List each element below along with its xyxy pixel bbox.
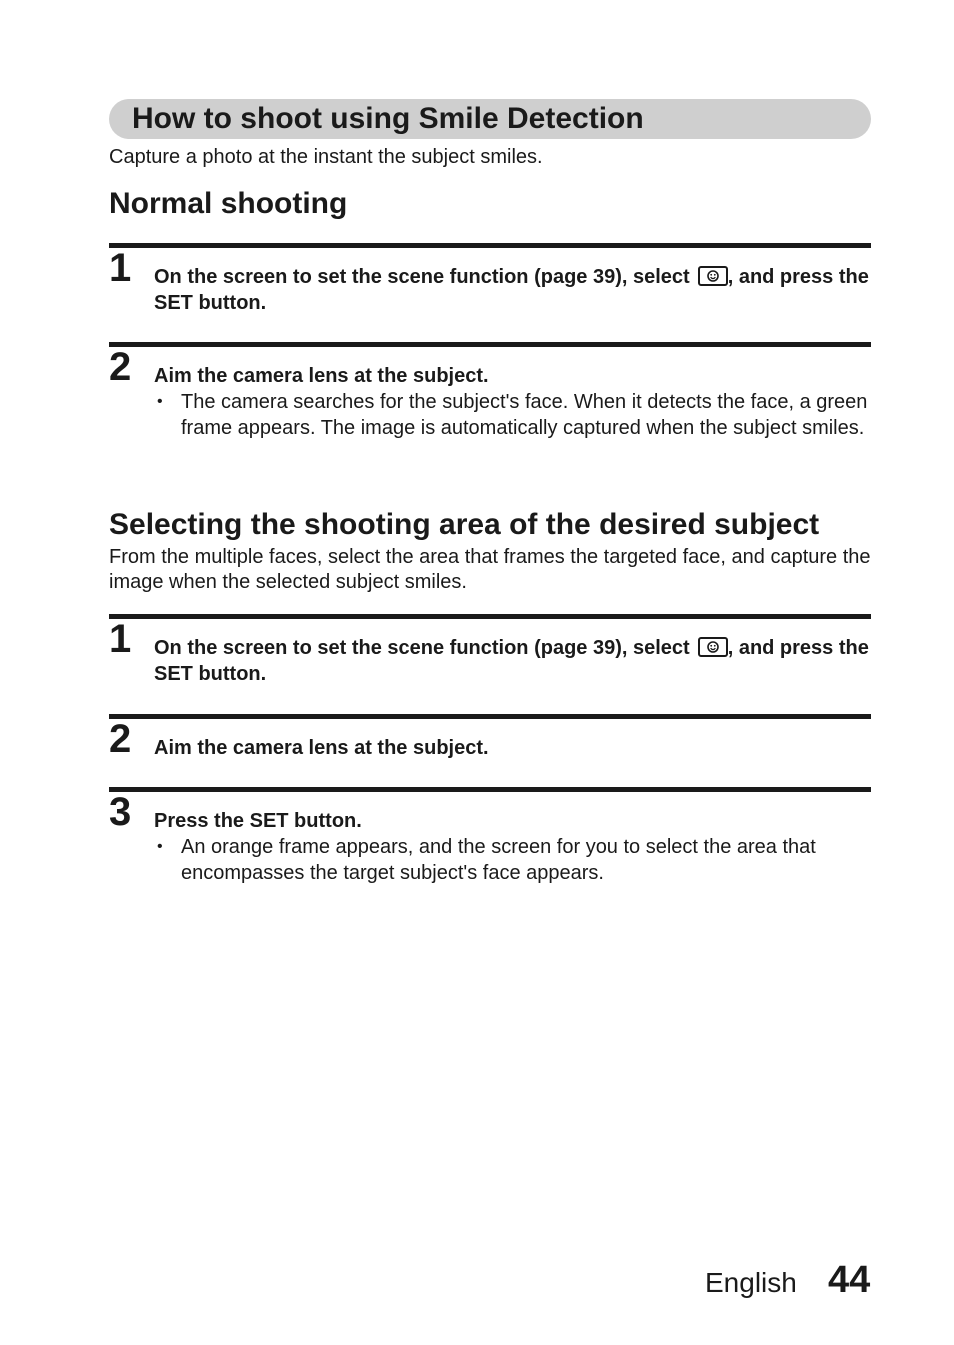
bullet-dot-icon: • [157, 393, 163, 410]
step-body [154, 735, 871, 761]
step-number: 2 [109, 717, 132, 761]
step-text-before-icon: On the screen to set the scene function (page 39), select [154, 637, 690, 659]
bullet-dot-icon: • [157, 838, 163, 855]
step-number: 1 [109, 617, 132, 661]
step-select-2 [109, 714, 871, 783]
step-text-after-icon: , and press the SET button. [154, 637, 869, 685]
section-heading-selecting-area: Selecting the shooting area of the desired subject [109, 508, 820, 541]
step-normal-2 [109, 342, 871, 477]
step-select-1 [109, 614, 871, 709]
bullet-text: The camera searches for the subject's face. When it detects the face, a green frame appears. The image is automatically captured when the subject smiles. [181, 391, 868, 439]
step-body [154, 363, 871, 441]
step-body [154, 808, 871, 886]
step-normal-1 [109, 243, 871, 338]
step-text: Press the SET button. [154, 810, 362, 832]
step-text [154, 264, 871, 316]
step-text: Aim the camera lens at the subject. [154, 737, 489, 759]
step-text-after-icon: , and press the SET button. [154, 266, 869, 314]
bullet-text: An orange frame appears, and the screen for you to select the area that encompasses the target subject's face appears. [181, 836, 816, 884]
step-number: 3 [109, 790, 132, 834]
smile-face-icon [698, 266, 728, 286]
step-text [154, 635, 871, 687]
page-title: How to shoot using Smile Detection [109, 99, 871, 139]
footer-language: English [705, 1267, 797, 1298]
step-number: 1 [109, 246, 132, 290]
section-intro-selecting-area: From the multiple faces, select the area that frames the targeted face, and capture the image when the selected subject smiles. [109, 546, 871, 593]
step-text-before-icon: On the screen to set the scene function (page 39), select [154, 266, 690, 288]
step-number: 2 [109, 345, 132, 389]
step-select-3 [109, 787, 871, 902]
step-bullet [154, 834, 871, 886]
page-number: 44 [828, 1259, 871, 1301]
page-intro: Capture a photo at the instant the subject smiles. [109, 146, 543, 168]
step-body [154, 635, 871, 687]
section-heading-normal-shooting: Normal shooting [109, 187, 348, 220]
step-body [154, 264, 871, 316]
smile-face-icon [698, 637, 728, 657]
step-bullet [154, 389, 871, 441]
step-text: Aim the camera lens at the subject. [154, 365, 489, 387]
